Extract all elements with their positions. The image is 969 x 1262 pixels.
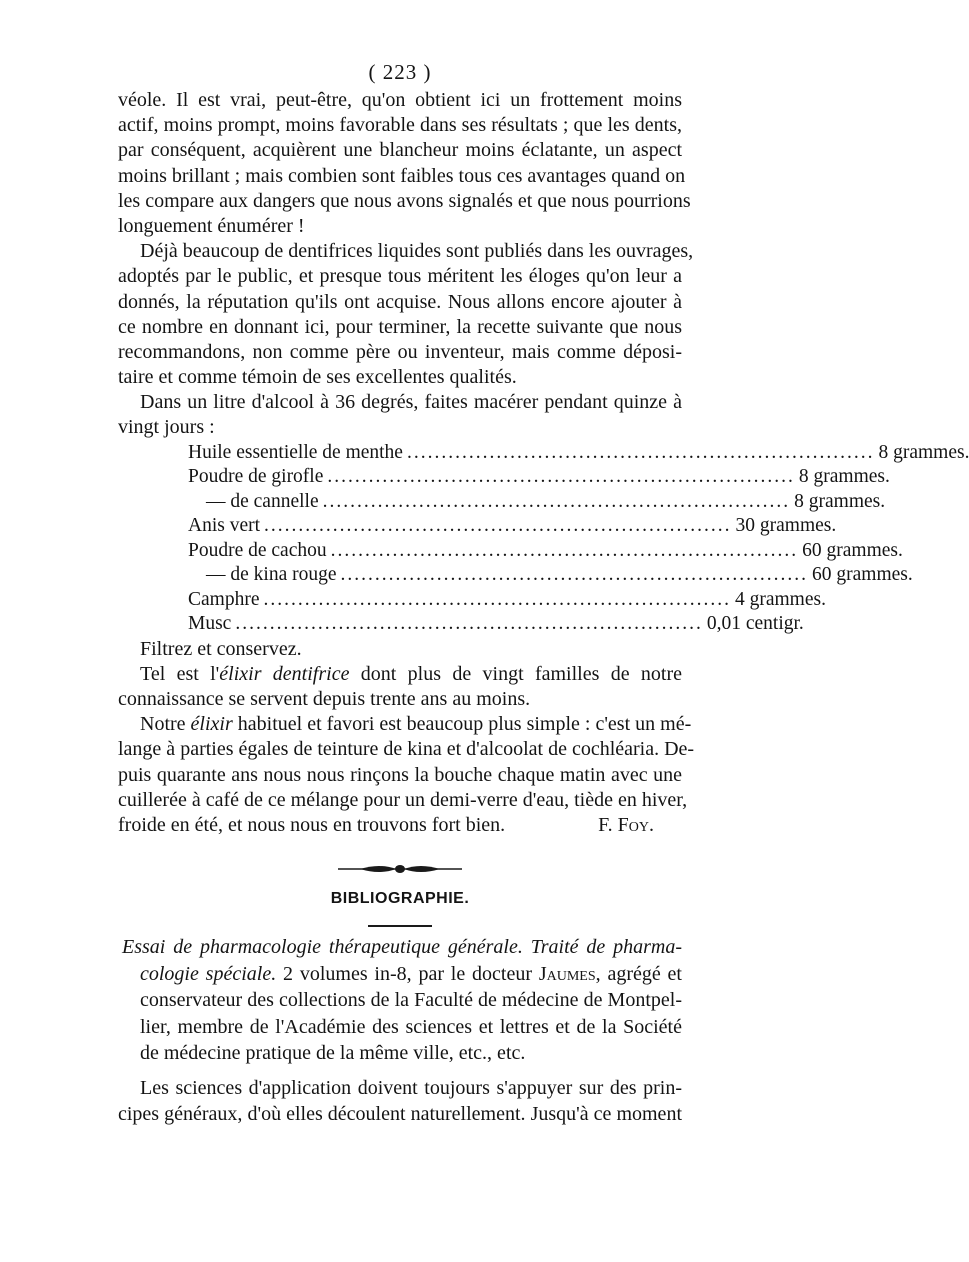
body-line: Déjà beaucoup de dentifrices liquides sont publiés dans les ouvrages,	[140, 240, 694, 263]
text-run: dont plus de vingt familles de notre	[349, 662, 682, 685]
review-title-line: Essai de pharmacologie thérapeutique générale. Traité de pharma-	[122, 936, 682, 958]
body-line: connaissance se servent depuis trente ans au moins.	[118, 688, 531, 710]
text-run: Notre	[140, 713, 191, 736]
article-body	[118, 88, 969, 838]
leader-dots: ....................................................................	[330, 539, 799, 561]
recipe-item	[118, 588, 826, 613]
leader-dots: ....................................................................	[322, 490, 791, 512]
text-run: froide en été, et nous nous en trouvons fort bien.	[118, 813, 506, 836]
body-line: les compare aux dangers que nous avons signalés et que nous pourrions	[118, 189, 691, 212]
leader-dots: ....................................................................	[263, 588, 731, 610]
body-line	[118, 712, 692, 737]
body-line: Les sciences d'application doivent toujours s'appuyer sur des prin-	[140, 1076, 682, 1099]
leader-dots: ....................................................................	[340, 564, 809, 586]
ingredient-qty: 8 grammes.	[878, 441, 969, 463]
body-line: par conséquent, acquièrent une blancheur moins éclatante, un aspect	[118, 139, 682, 162]
body-line: taire et comme témoin de ses excellentes qualités.	[118, 366, 517, 389]
body-line: puis quarante ans nous nous rinçons la bouche chaque matin avec une	[118, 763, 682, 786]
body-line: moins brillant ; mais combien sont faibles tous ces avantages quand on	[118, 164, 686, 187]
author-signature: F. Foy.	[598, 813, 654, 836]
ingredient-name: Poudre de cachou	[188, 539, 327, 561]
body-line: ce nombre en donnant ici, pour terminer, la recette suivante que nous	[118, 315, 682, 338]
author-name: Jaumes	[538, 962, 596, 985]
ingredient-qty: 60 grammes.	[812, 564, 913, 586]
recipe-item	[118, 514, 837, 539]
review-title-line	[118, 961, 682, 988]
body-line: actif, moins prompt, moins favorable dans ses résultats ; que les dents,	[118, 114, 682, 137]
ingredient-name: Camphre	[188, 588, 260, 610]
leader-dots: ....................................................................	[264, 515, 732, 537]
recipe-item	[118, 441, 969, 466]
body-line: Filtrez et conservez.	[140, 637, 302, 660]
ingredient-qty: 4 grammes.	[734, 588, 826, 610]
section-heading: BIBLIOGRAPHIE.	[330, 890, 470, 907]
body-line: conservateur des collections de la Faculté de médecine de Montpel-	[140, 989, 682, 1011]
body-line: lier, membre de l'Académie des sciences et lettres et de la Société	[140, 1015, 682, 1038]
text-run: Tel est l'	[140, 662, 220, 685]
ingredient-qty: 60 grammes.	[802, 539, 903, 561]
recipe-list	[118, 441, 969, 637]
ingredient-name: Anis vert	[188, 515, 261, 537]
ornament-icon	[0, 860, 800, 878]
recipe-item	[118, 563, 913, 588]
leader-dots: ....................................................................	[235, 613, 703, 635]
body-line	[118, 813, 682, 838]
body-line: longuement énumérer !	[118, 214, 305, 237]
body-line: vingt jours :	[118, 416, 215, 439]
body-line: Dans un litre d'alcool à 36 degrés, faites macérer pendant quinze à	[140, 391, 682, 414]
leader-dots: ....................................................................	[406, 441, 875, 463]
ingredient-name: — de kina rouge	[206, 564, 337, 586]
ingredient-name: Poudre de girofle	[188, 466, 324, 488]
text-run: , agrégé et	[595, 962, 682, 985]
italic-term: cologie spéciale.	[140, 962, 277, 985]
body-line: véole. Il est vrai, peut-être, qu'on obtient ici un frottement moins	[118, 89, 682, 111]
review-body	[118, 934, 682, 1128]
body-line: de médecine pratique de la même ville, etc., etc.	[140, 1042, 526, 1064]
page-number: ( 223 )	[368, 60, 432, 84]
body-line: adoptés par le public, et presque tous méritent les éloges qu'on leur a	[118, 265, 682, 288]
ingredient-name: Huile essentielle de menthe	[188, 441, 403, 463]
recipe-item	[118, 612, 804, 637]
body-line: cipes généraux, d'où elles découlent naturellement. Jusqu'à ce moment	[118, 1103, 682, 1125]
ingredient-qty: 30 grammes.	[735, 515, 837, 537]
body-line: donnés, la réputation qu'ils ont acquise. Nous allons encore ajouter à	[118, 290, 682, 313]
italic-term: élixir dentifrice	[219, 662, 350, 685]
body-line: recommandons, non comme père ou inventeur, mais comme déposi-	[118, 340, 682, 363]
ingredient-qty: 8 grammes.	[794, 490, 886, 512]
ingredient-name: Musc	[188, 613, 232, 635]
leader-dots: ....................................................................	[327, 466, 795, 488]
ingredient-qty: 8 grammes.	[798, 466, 890, 488]
ingredient-name: — de cannelle	[206, 490, 319, 512]
heading-rule	[368, 925, 432, 927]
ingredient-qty: 0,01 centigr.	[706, 613, 804, 635]
recipe-item	[118, 539, 903, 564]
body-line: cuillerée à café de ce mélange pour un demi-verre d'eau, tiède en hiver,	[118, 788, 688, 811]
recipe-item	[118, 465, 890, 490]
text-run: habituel et favori est beaucoup plus simple : c'est un mé-	[232, 713, 692, 736]
body-line	[118, 662, 682, 687]
body-line: lange à parties égales de teinture de kina et d'alcoolat de cochléaria. De-	[118, 738, 695, 761]
italic-term: élixir	[190, 713, 233, 736]
recipe-item	[118, 490, 886, 515]
ornamental-divider	[0, 860, 800, 878]
text-run: 2 volumes in-8, par le docteur	[276, 962, 539, 985]
